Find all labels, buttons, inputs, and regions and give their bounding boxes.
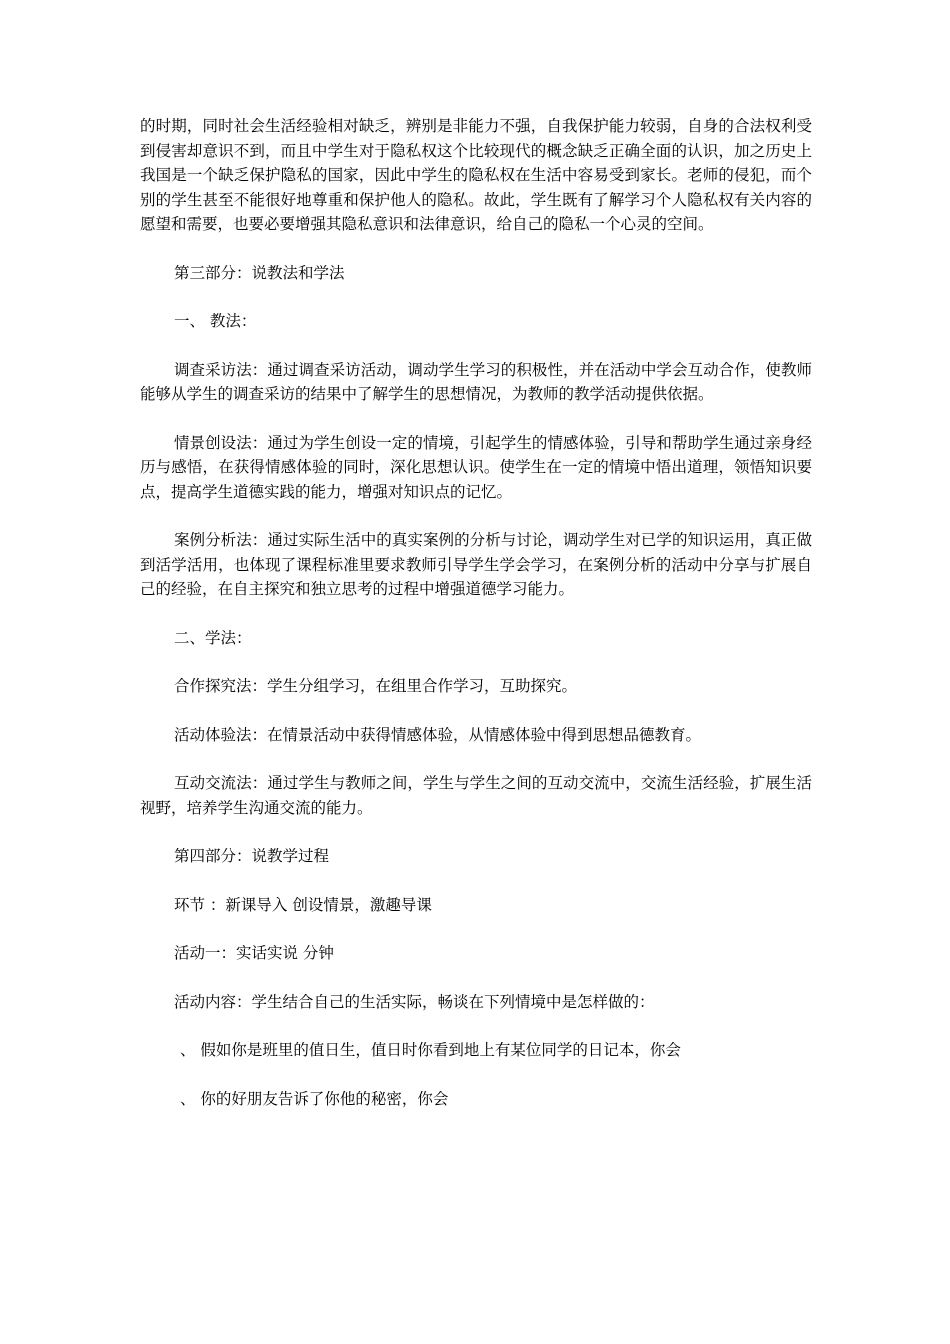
paragraph-link: 环节 ：新课导入 创设情景，激趣导课	[174, 895, 432, 914]
intro-paragraph: 的时期，同时社会生活经验相对缺乏，辨别是非能力不强，自我保护能力较弱，自身的合法权利受到侵害却意识不到，而且中学生对于隐私权这个比较现代的概念缺乏正确全面的认识，加之历史上我国是一个缺乏保护隐私的国家，因此中学生的隐私权在生活中容易受到家长。老师的侵犯，而个别的学生甚至不能很好地尊重和保护他人的隐私。故此，学生既有了解学习个人隐私权有关内容的愿望和需要，也要必要增强其隐私意识和法律意识，给自己的隐私一个心灵的空间。	[140, 117, 812, 233]
section-heading-part4: 第四部分：说教学过程	[174, 847, 330, 865]
paragraph-cooperation-method: 合作探究法：学生分组学习，在组里合作学习，互助探究。	[174, 677, 578, 695]
document-page	[140, 114, 812, 1111]
paragraph-survey-method: 调查采访法：通过调查采访活动，调动学生学习的积极性，并在活动中学会互动合作，使教师能够从学生的调查采访的结果中了解学生的思想情况，为教师的教学活动提供依据。	[140, 360, 812, 403]
paragraph-activity-method: 活动体验法：在情景活动中获得情感体验，从情感体验中得到思想品德教育。	[174, 725, 702, 744]
subheading-learning-methods: 二、学法：	[174, 628, 252, 647]
paragraph-exchange-method: 互动交流法：通过学生与教师之间，学生与学生之间的互动交流中，交流生活经验，扩展生活视野，培养学生沟通交流的能力。	[140, 774, 812, 817]
list-item: 、 假如你是班里的值日生，值日时你看到地上有某位同学的日记本，你会	[180, 1041, 681, 1059]
section-heading-part3: 第三部分：说教法和学法	[174, 263, 345, 282]
subheading-teaching-methods: 一、 教法：	[174, 312, 257, 330]
paragraph-activity-one: 活动一：实话实说 分钟	[174, 944, 334, 962]
paragraph-scenario-method: 情景创设法：通过为学生创设一定的情境，引起学生的情感体验，引导和帮助学生通过亲身经历与感悟，在获得情感体验的同时，深化思想认识。使学生在一定的情境中悟出道理，领悟知识要点，提高学生道德实践的能力，增强对知识点的记忆。	[140, 433, 812, 501]
list-item: 、 你的好朋友告诉了你他的秘密，你会	[180, 1089, 449, 1108]
paragraph-activity-content: 活动内容：学生结合自己的生活实际，畅谈在下列情境中是怎样做的：	[174, 992, 655, 1011]
paragraph-case-method: 案例分析法：通过实际生活中的真实案例的分析与讨论，调动学生对已学的知识运用，真正做到活学活用，也体现了课程标准里要求教师引导学生学会学习，在案例分析的活动中分享与扩展自己的经验，在自主探究和独立思考的过程中增强道德学习能力。	[140, 531, 812, 598]
